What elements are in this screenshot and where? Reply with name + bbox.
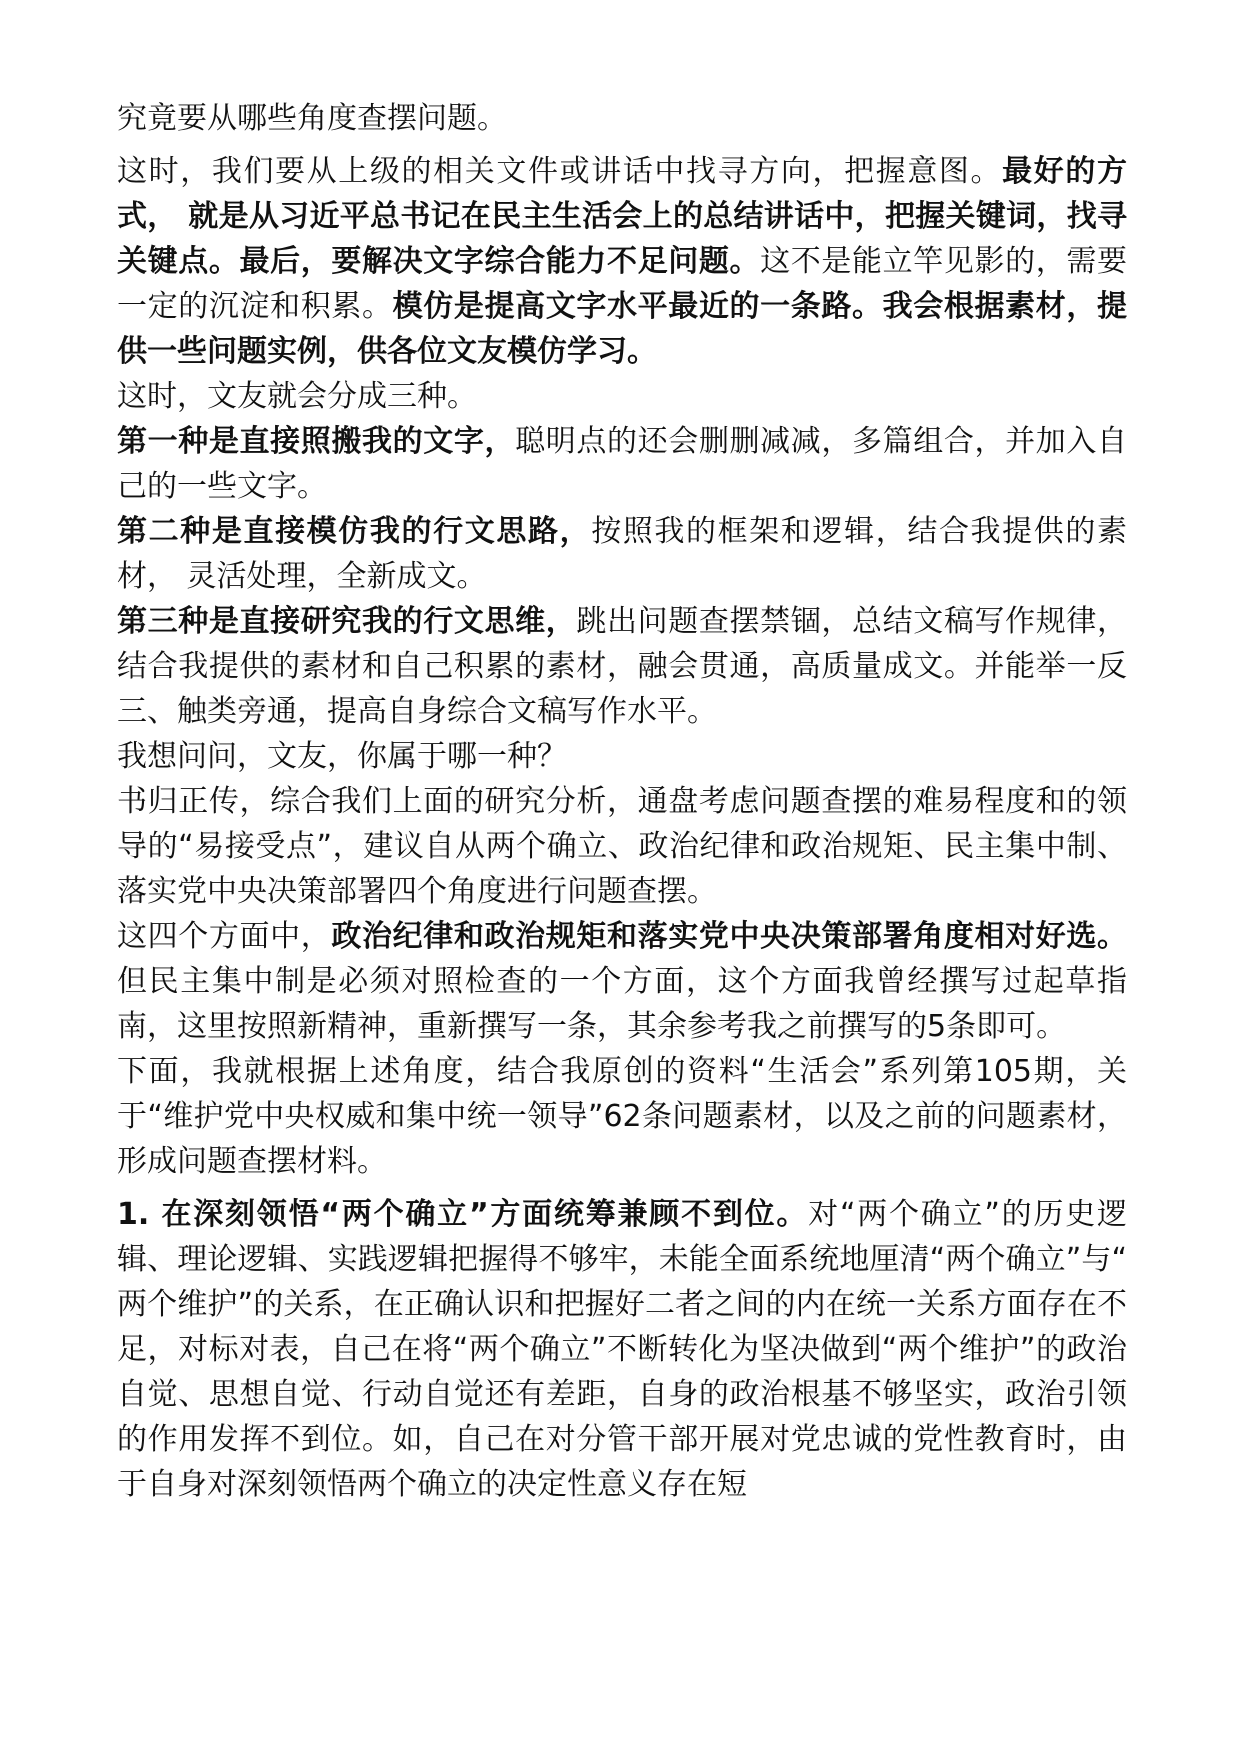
paragraph-5 <box>117 509 1127 599</box>
paragraph-9 <box>117 914 1127 1049</box>
bold-text-run: 政治纪律和政治规矩和落实党中央决策部署角度相对好选。 <box>331 919 1127 954</box>
paragraph-8 <box>117 779 1127 914</box>
text-run: 这时，文友就会分成三种。 <box>117 379 477 414</box>
paragraph-10 <box>117 1049 1127 1184</box>
text-run: 这不是能立竿见影的，需要一定的沉淀和积累。 <box>117 244 1127 324</box>
text-run: 这时，我们要从上级的相关文件或讲话中找寻方向，把握意图。 <box>117 154 1003 189</box>
text-run: 对“两个确立”的历史逻辑、理论逻辑、实践逻辑把握得不够牢，未能全面系统地厘清“两个确立”与“ 两个维护”的关系，在正确认识和把握好二者之间的内在统一关系方面存在不足，对标对表，自己在将“两个确立”不断转化为坚决做到“两个维护”的政治自觉、思想自觉、行动自觉还有差距，自身的政治根基不够坚实，政治引领的作用发挥不到位。如，自己在对分管干部开展对党忠诚的党性教育时，由于自身对深刻领悟两个确立的决定性意义存在短 <box>117 1197 1127 1502</box>
text-run: 下面，我就根据上述角度，结合我原创的资料“生活会”系列第105期，关于“维护党中央权威和集中统一领导”62条问题素材，以及之前的问题素材，形成问题查摆材料。 <box>117 1054 1127 1179</box>
bold-text-run: 第三种是直接研究我的行文思维， <box>117 604 577 639</box>
bold-text-run: 第一种是直接照搬我的文字， <box>117 424 516 459</box>
text-run: 按照我的框架和逻辑，结合我提供的素材， 灵活处理，全新成文。 <box>117 514 1128 594</box>
paragraph-11 <box>117 1192 1127 1507</box>
text-run: 究竟要从哪些角度查摆问题。 <box>117 101 507 136</box>
text-run: 聪明点的还会删删减减，多篇组合，并加入自己的一些文字。 <box>117 424 1127 504</box>
paragraph-1 <box>117 96 1127 141</box>
text-run: 但民主集中制是必须对照检查的一个方面，这个方面我曾经撰写过起草指南，这里按照新精神，重新撰写一条，其余参考我之前撰写的5条即可。 <box>117 964 1127 1044</box>
paragraph-4 <box>117 419 1127 509</box>
text-run: 我想问问，文友，你属于哪一种？ <box>117 739 567 774</box>
text-run: 书归正传，综合我们上面的研究分析，通盘考虑问题查摆的难易程度和的领导的“易接受点”，建议自从两个确立、政治纪律和政治规矩、民主集中制、落实党中央决策部署四个角度进行问题查摆。 <box>117 784 1127 909</box>
bold-text-run: 1. 在深刻领悟“两个确立”方面统筹兼顾不到位。 <box>117 1197 809 1232</box>
text-run: 跳出问题查摆禁锢，总结文稿写作规律，结合我提供的素材和自己积累的素材，融会贯通，高质量成文。并能举一反三、触类旁通，提高自身综合文稿写作水平。 <box>117 604 1127 729</box>
bold-text-run: 第二种是直接模仿我的行文思路， <box>117 514 592 549</box>
bold-text-run: 最好的方式， 就是从习近平总书记在民主生活会上的总结讲话中，把握关键词，找寻关键点。最后，要解决文字综合能力不足问题。 <box>117 154 1128 279</box>
paragraph-7 <box>117 734 1127 779</box>
bold-text-run: 模仿是提高文字水平最近的一条路。我会根据素材，提供一些问题实例，供各位文友模仿学习。 <box>117 289 1127 369</box>
paragraph-2 <box>117 149 1127 374</box>
paragraph-3 <box>117 374 1127 419</box>
text-run: 这四个方面中， <box>117 919 332 954</box>
document-page <box>117 96 1127 1507</box>
paragraph-6 <box>117 599 1127 734</box>
